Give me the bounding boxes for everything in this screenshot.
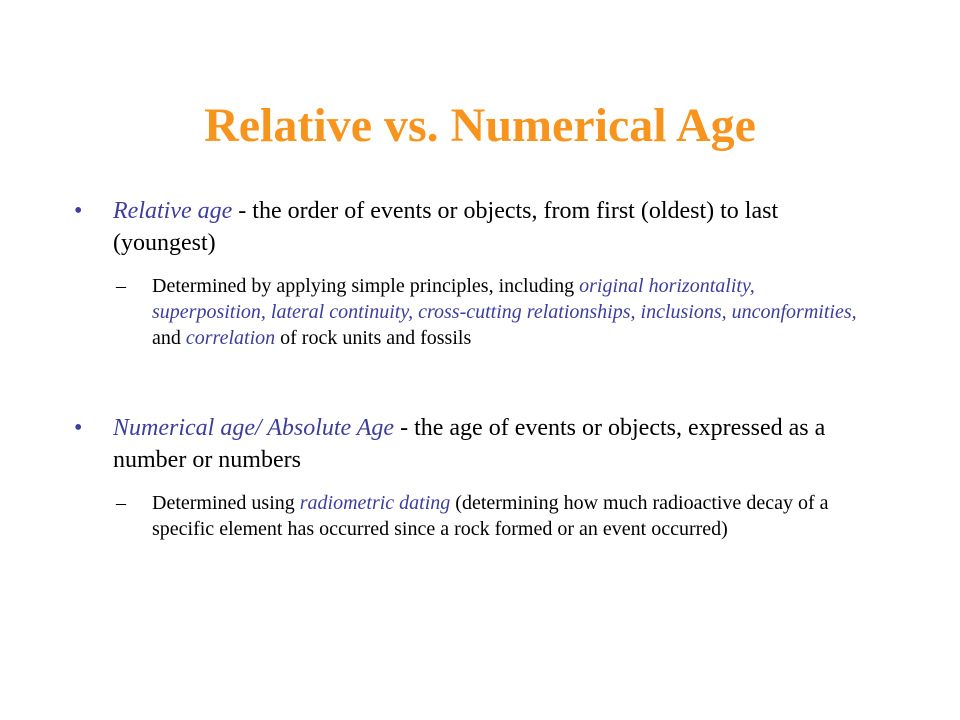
sub-bullet-numerical-age <box>72 490 872 542</box>
bullet-marker: • <box>74 198 83 224</box>
radiometric-dating-term: radiometric dating <box>299 492 451 514</box>
slide-title: Relative vs. Numerical Age <box>204 99 756 152</box>
sub-text-segment: Determined by applying simple principles, including <box>152 275 580 297</box>
sub-text-segment: Determined using <box>152 492 300 514</box>
term-numerical-age: Numerical age/ Absolute Age <box>113 415 395 441</box>
correlation-term: correlation <box>185 327 276 349</box>
bullet-relative-age <box>72 195 872 351</box>
bullet-main <box>72 195 872 259</box>
sub-text-segment: and <box>152 327 186 349</box>
bullet-main <box>72 412 872 476</box>
definition-relative-age: - the order of events or objects, from first (oldest) to last (youngest) <box>113 198 779 256</box>
sub-bullet-marker: – <box>116 492 126 514</box>
bullet-marker: • <box>74 415 83 441</box>
bullet-numerical-age <box>72 412 872 542</box>
sub-text-segment: of rock units and fossils <box>275 327 472 349</box>
term-relative-age: Relative age <box>113 198 233 224</box>
sub-bullet-marker: – <box>116 275 126 297</box>
principles-list: original horizontality, superposition, lateral continuity, cross-cutting relationships, inclusions, unconformities, <box>152 275 857 323</box>
sub-bullet-relative-age <box>72 273 872 351</box>
sub-text-segment: (determining how much radioactive decay of a specific element has occurred since a rock formed or an event occurred) <box>152 492 829 540</box>
definition-numerical-age: - the age of events or objects, expressed as a number or numbers <box>113 415 826 473</box>
